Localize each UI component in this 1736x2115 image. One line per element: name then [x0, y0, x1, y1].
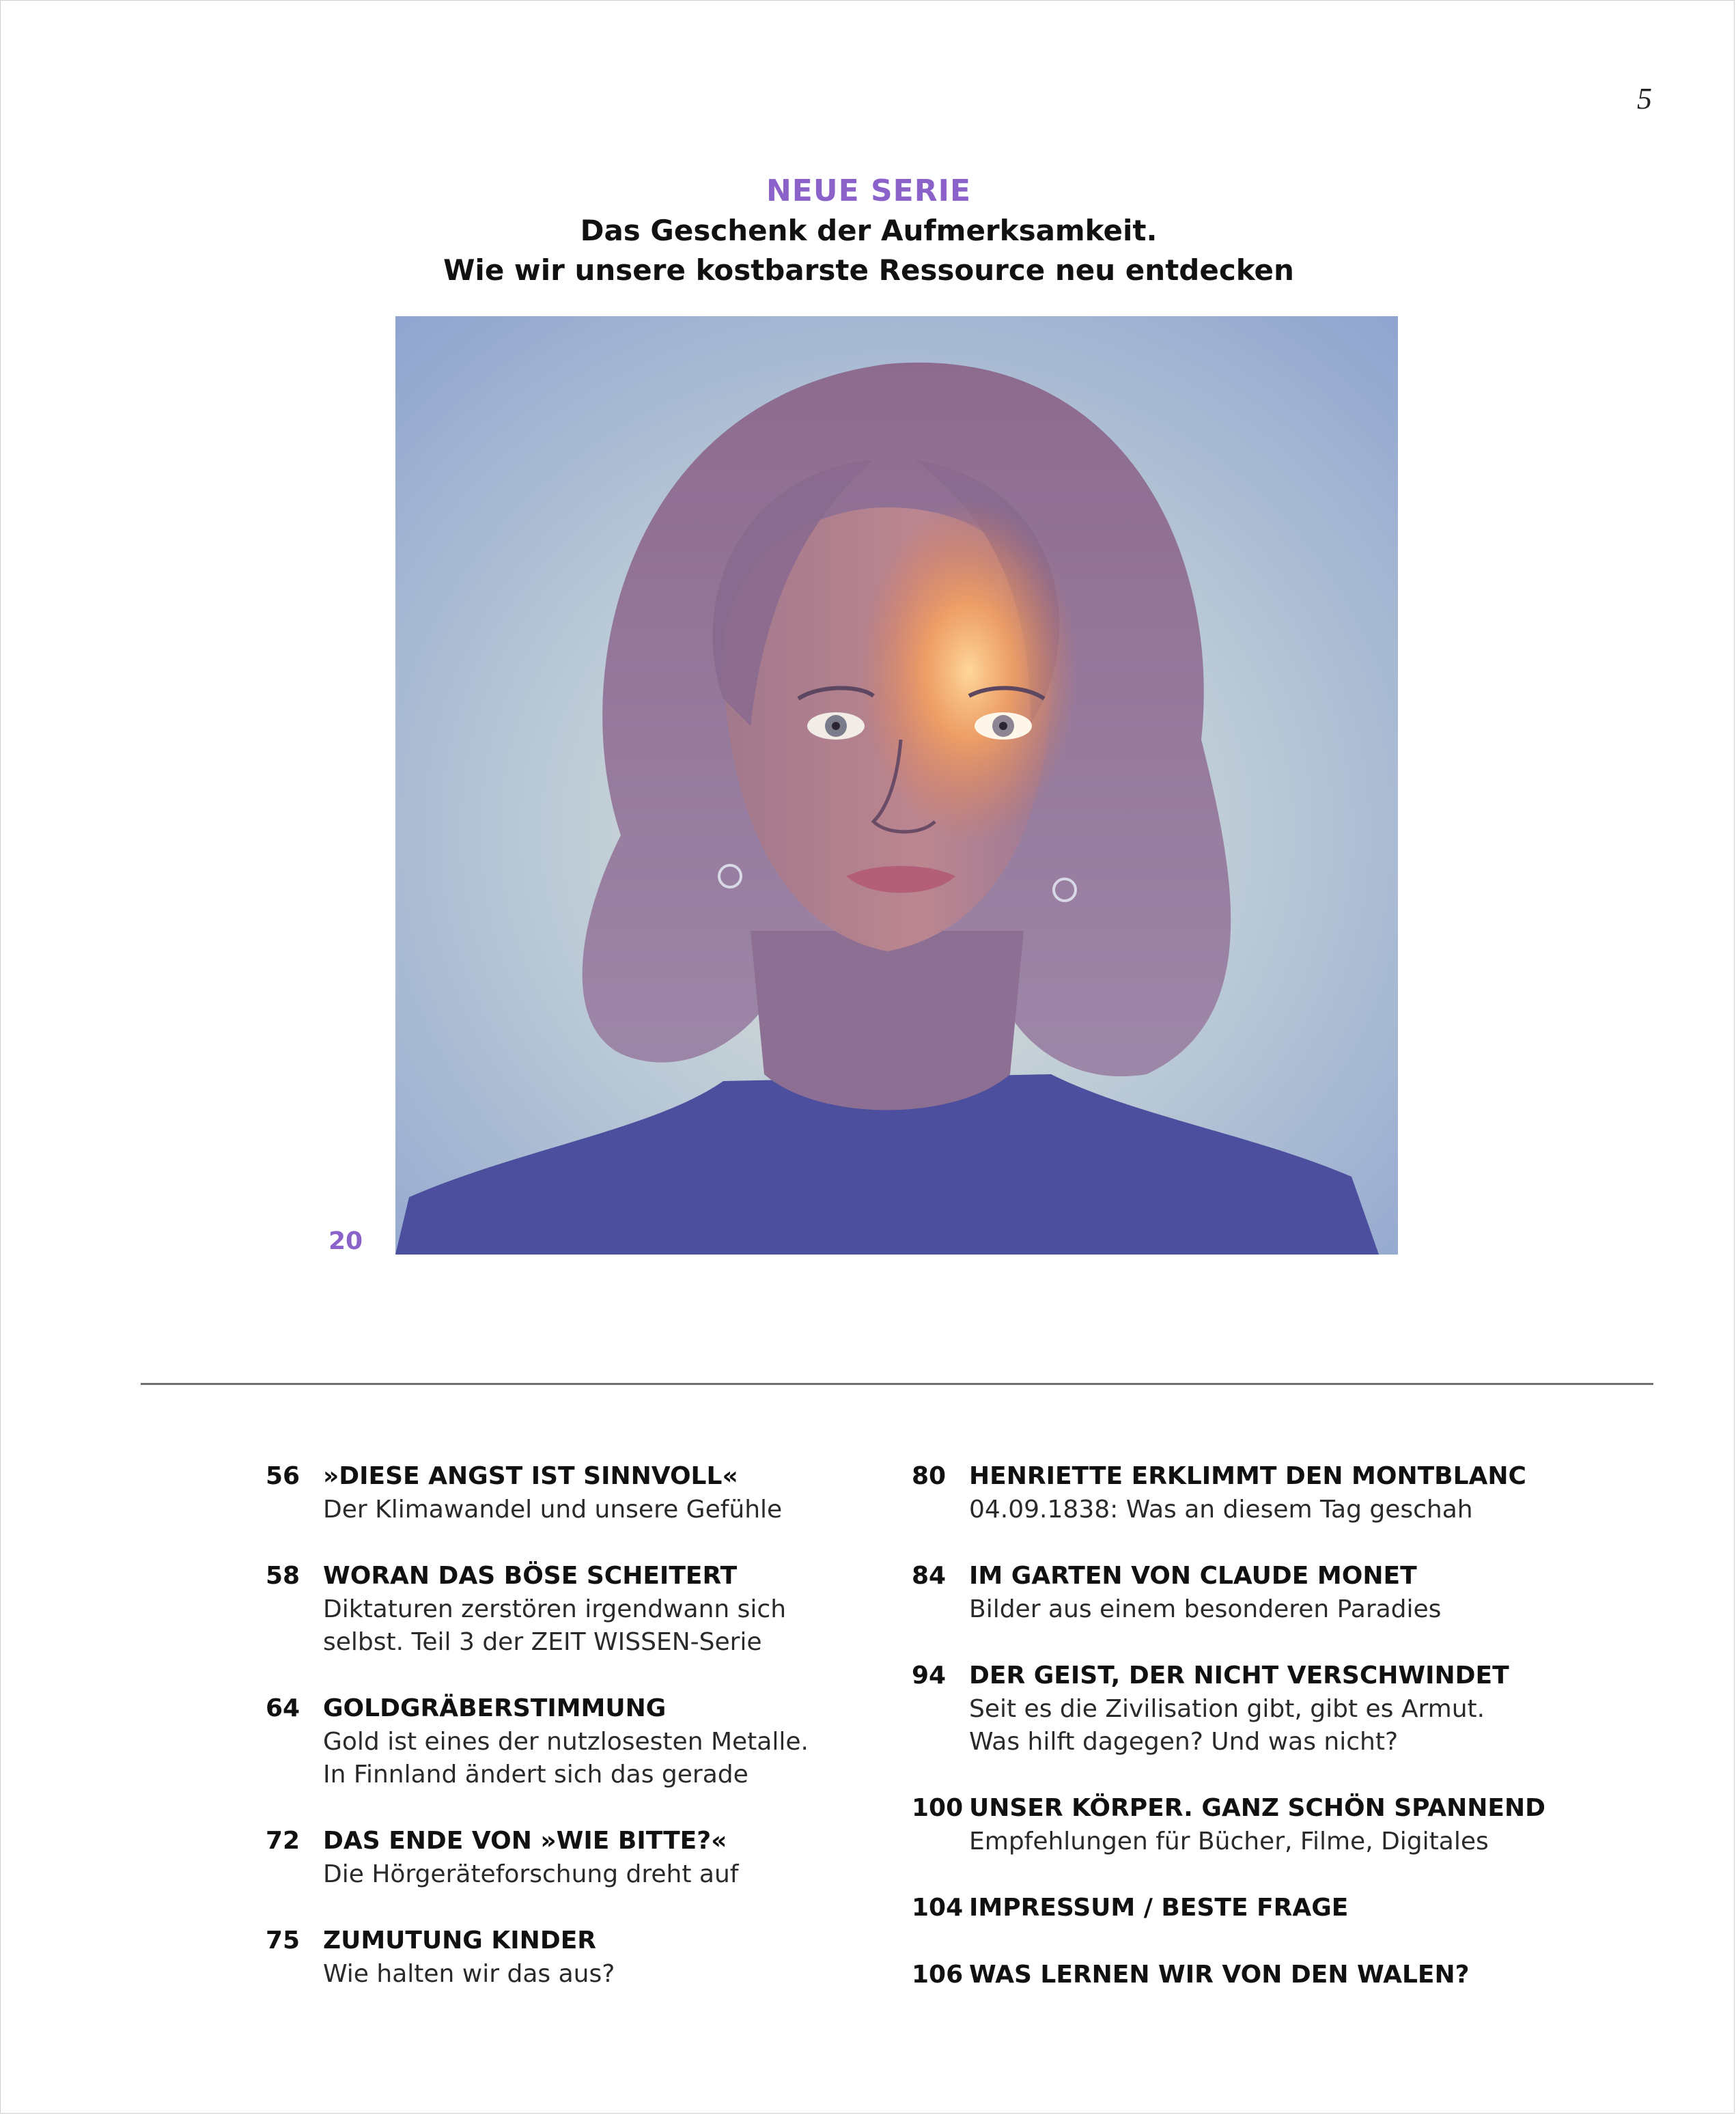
toc-title[interactable]: DER GEIST, DER NICHT VERSCHWINDET — [969, 1662, 1509, 1690]
feature-illustration[interactable] — [395, 316, 1398, 1255]
toc-entry[interactable] — [266, 1692, 867, 1791]
toc-page-number: 94 — [912, 1662, 947, 1690]
toc-title[interactable]: WAS LERNEN WIR VON DEN WALEN? — [969, 1961, 1470, 1989]
toc-entry[interactable] — [912, 1559, 1636, 1626]
feature-headline-line2[interactable]: Wie wir unsere kostbarste Ressource neu entdecken — [443, 253, 1294, 287]
toc-entry[interactable] — [266, 1459, 867, 1526]
toc-description: Die Hörgeräteforschung dreht auf — [323, 1860, 739, 1888]
page-number: 5 — [1637, 82, 1652, 115]
toc-description: Was hilft dagegen? Und was nicht? — [969, 1728, 1399, 1756]
toc-title[interactable]: IM GARTEN VON CLAUDE MONET — [969, 1562, 1417, 1590]
portrait-woman-illustration — [395, 316, 1398, 1255]
toc-page-number: 106 — [912, 1961, 964, 1989]
toc-title[interactable]: GOLDGRÄBERSTIMMUNG — [323, 1694, 667, 1722]
toc-page-number: 100 — [912, 1794, 964, 1822]
toc-description: selbst. Teil 3 der ZEIT WISSEN-Serie — [323, 1628, 762, 1656]
toc-entry[interactable] — [912, 1459, 1636, 1526]
toc-page-number: 72 — [266, 1827, 300, 1855]
toc-description: Gold ist eines der nutzlosesten Metalle. — [323, 1728, 809, 1756]
toc-entry[interactable] — [912, 1659, 1636, 1759]
toc-description: Bilder aus einem besonderen Paradies — [969, 1595, 1442, 1623]
toc-page-number: 56 — [266, 1462, 300, 1490]
toc-title[interactable]: WORAN DAS BÖSE SCHEITERT — [323, 1562, 738, 1590]
toc-page-number: 64 — [266, 1694, 300, 1722]
toc-description: Der Klimawandel und unsere Gefühle — [323, 1496, 783, 1524]
toc-entry[interactable] — [912, 1958, 1636, 1992]
toc-page-number: 84 — [912, 1562, 947, 1590]
toc-title[interactable]: DAS ENDE VON »WIE BITTE?« — [323, 1827, 727, 1855]
toc-page-number: 104 — [912, 1894, 964, 1922]
toc-description: Seit es die Zivilisation gibt, gibt es Armut. — [969, 1695, 1485, 1723]
toc-entry[interactable] — [266, 1924, 867, 1991]
toc-entry[interactable] — [266, 1559, 867, 1659]
feature-headline-line1[interactable]: Das Geschenk der Aufmerksamkeit. — [580, 214, 1158, 247]
toc-page-number: 58 — [266, 1562, 300, 1590]
toc-title[interactable]: »DIESE ANGST IST SINNVOLL« — [323, 1462, 738, 1490]
toc-title[interactable]: IMPRESSUM / BESTE FRAGE — [969, 1894, 1349, 1922]
toc-right-column — [912, 1459, 1636, 2025]
feature-header — [1, 171, 1736, 290]
toc-description: 04.09.1838: Was an diesem Tag geschah — [969, 1496, 1473, 1524]
feature-kicker: NEUE SERIE — [766, 173, 972, 208]
toc-entry[interactable] — [912, 1891, 1636, 1925]
toc-entry[interactable] — [912, 1791, 1636, 1858]
feature-page-ref[interactable]: 20 — [328, 1227, 363, 1255]
divider — [141, 1383, 1653, 1385]
toc-title[interactable]: UNSER KÖRPER. GANZ SCHÖN SPANNEND — [969, 1794, 1545, 1822]
toc-description: Diktaturen zerstören irgendwann sich — [323, 1595, 787, 1623]
toc-description: In Finnland ändert sich das gerade — [323, 1761, 748, 1789]
toc-page-number: 80 — [912, 1462, 947, 1490]
toc-left-column — [266, 1459, 867, 2023]
toc-page-number: 75 — [266, 1927, 300, 1955]
toc-title[interactable]: HENRIETTE ERKLIMMT DEN MONTBLANC — [969, 1462, 1526, 1490]
toc-description: Wie halten wir das aus? — [323, 1960, 615, 1988]
toc-title[interactable]: ZUMUTUNG KINDER — [323, 1927, 597, 1955]
toc-entry[interactable] — [266, 1824, 867, 1891]
toc-description: Empfehlungen für Bücher, Filme, Digitales — [969, 1827, 1489, 1855]
